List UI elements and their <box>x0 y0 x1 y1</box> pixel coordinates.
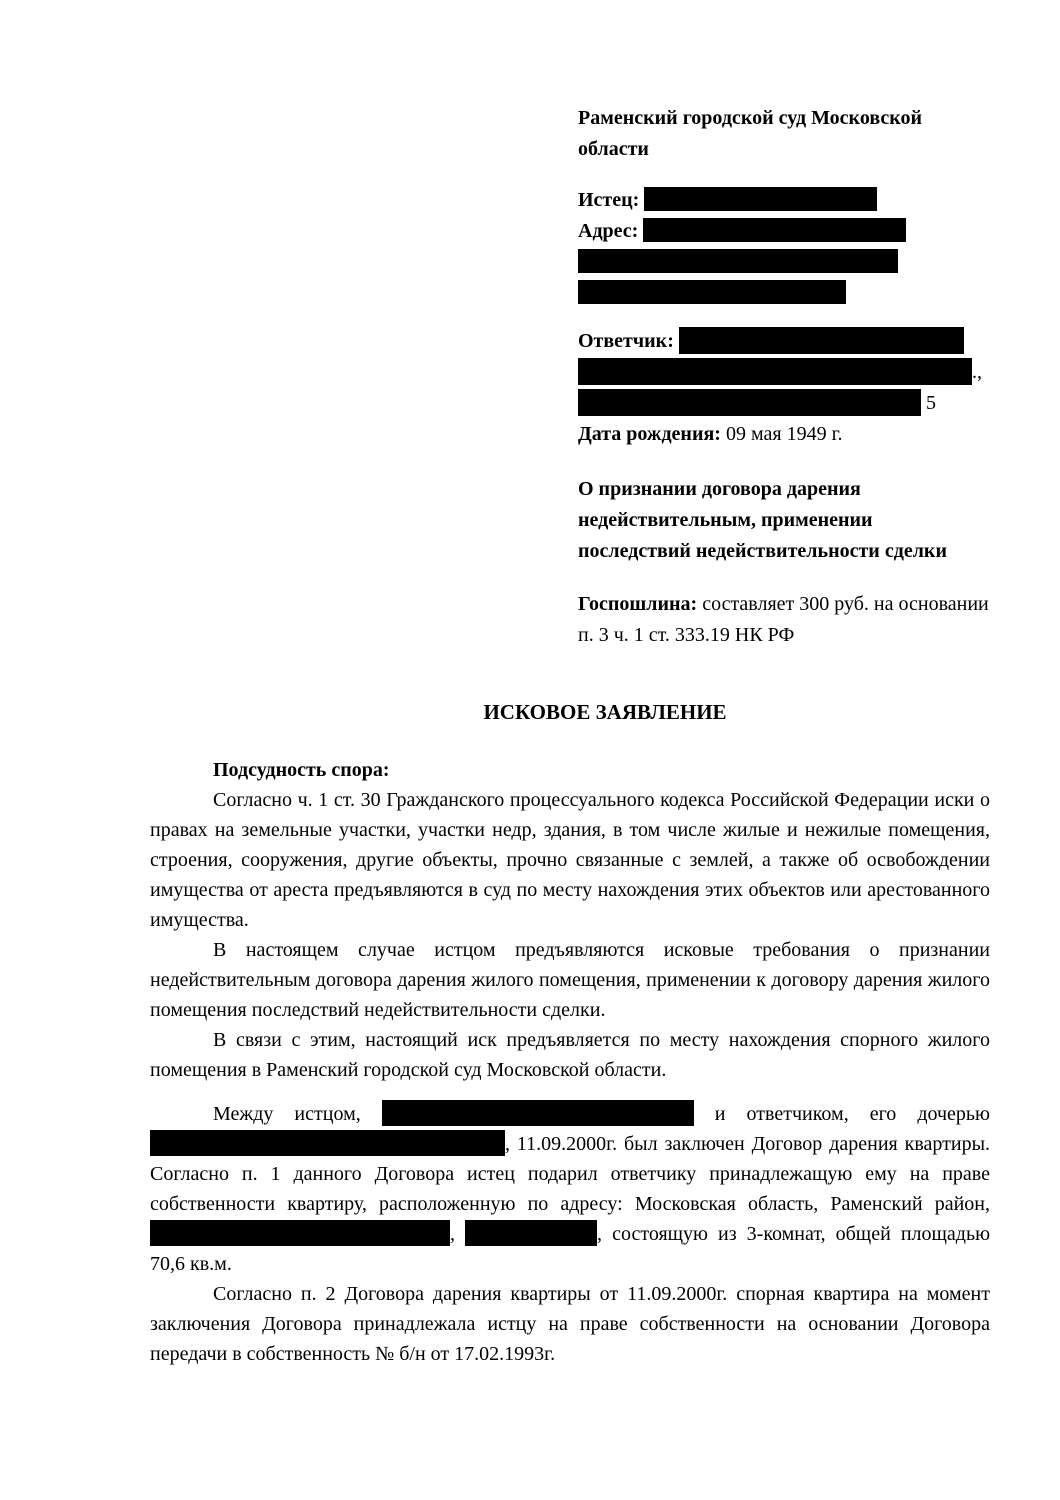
jurisdiction-heading: Подсудность спора: <box>213 759 390 781</box>
house-number: 5 <box>926 392 936 414</box>
redaction-bar <box>578 358 972 385</box>
redaction-bar <box>578 249 898 273</box>
fee-block <box>578 589 990 651</box>
redaction-bar <box>644 187 877 211</box>
paragraph-jurisdiction-law: Согласно ч. 1 ст. 30 Гражданского процессуального кодекса Российской Федерации иски о правах на земельные участки, участки недр, здания, в том числе жилые и нежилые помещения, строения, сооружения, другие объекты, прочно связанные с землей, а также об освобождении имущества от ареста предъявляются в суд по месту нахождения этих объектов или арестованного имущества. <box>150 789 990 931</box>
plaintiff-line <box>578 185 990 216</box>
agreement-text-segment: 11.09.2000г. был заключен Договор дарения квартиры. Согласно п. 1 данного Договора истец подарил ответчику принадлежащую ему на праве собственности квартиру, расположенную по адресу: Московская область, Раменский район, <box>150 1133 991 1215</box>
court-header-block <box>578 103 990 651</box>
agreement-text-segment: , <box>505 1133 510 1155</box>
redaction-bar <box>465 1220 597 1246</box>
agreement-text-segment: состоящую из 3-комнат, общей площадью 70,6 кв.м. <box>150 1223 991 1275</box>
plaintiff-address-line3 <box>578 278 990 309</box>
paragraph-claims: В настоящем случае истцом предъявляются исковые требования о признании недействительным договора дарения жилого помещения, применении к договору дарения жилого помещения последствий недействительности сделки. <box>150 939 990 1021</box>
redacted-name-group <box>150 1133 510 1155</box>
redacted-address-group <box>150 1223 455 1245</box>
defendant-label: Ответчик: <box>578 330 674 352</box>
plaintiff-address-line <box>578 216 990 247</box>
document-title: ИСКОВОЕ ЗАЯВЛЕНИЕ <box>483 700 727 724</box>
paragraph-venue: В связи с этим, настоящий иск предъявляется по месту нахождения спорного жилого помещения в Раменский городской суд Московской области. <box>150 1029 990 1081</box>
redacted-address-group <box>465 1223 602 1245</box>
fee-value: составляет 300 руб. на основании п. 3 ч. 1 ст. 333.19 НК РФ <box>578 593 989 646</box>
agreement-text-segment: и ответчиком, его дочерью <box>714 1103 990 1125</box>
paragraph-ownership-basis: Согласно п. 2 Договора дарения квартиры от 11.09.2000г. спорная квартира на момент заключения Договора принадлежала истцу на праве собственности на основании Договора передачи в собственность № б/н от 17.02.1993г. <box>150 1283 990 1365</box>
plaintiff-address-line2 <box>578 247 990 278</box>
redaction-bar <box>150 1130 505 1156</box>
plaintiff-block <box>578 185 990 309</box>
redaction-bar <box>679 327 964 354</box>
redaction-bar <box>382 1100 694 1126</box>
redaction-bar <box>150 1220 450 1246</box>
defendant-address-line <box>578 357 990 388</box>
redaction-bar <box>578 280 846 304</box>
agreement-text-segment: , <box>450 1223 455 1245</box>
defendant-address-line2 <box>578 388 990 419</box>
case-subject: О признании договора дарения недействительным, применении последствий недействительности сделки <box>578 478 947 562</box>
jurisdiction-heading-line <box>150 755 990 785</box>
paragraph-gift-agreement <box>150 1099 990 1279</box>
defendant-line <box>578 326 990 357</box>
birth-date-label: Дата рождения: <box>578 423 721 445</box>
defendant-line-suffix: ., <box>972 361 982 383</box>
redaction-bar <box>578 389 921 416</box>
redaction-bar <box>643 218 906 242</box>
agreement-text-segment: , <box>597 1223 603 1245</box>
birth-date-line <box>578 419 990 450</box>
fee-label: Госпошлина: <box>578 593 698 615</box>
plaintiff-label: Истец: <box>578 189 640 211</box>
document-body <box>150 755 990 1369</box>
agreement-text-segment: Между истцом, <box>213 1103 361 1125</box>
birth-date-value: 09 мая 1949 г. <box>725 423 843 445</box>
court-name: Раменский городской суд Московской области <box>578 107 923 160</box>
defendant-block <box>578 326 990 450</box>
address-label: Адрес: <box>578 220 639 242</box>
